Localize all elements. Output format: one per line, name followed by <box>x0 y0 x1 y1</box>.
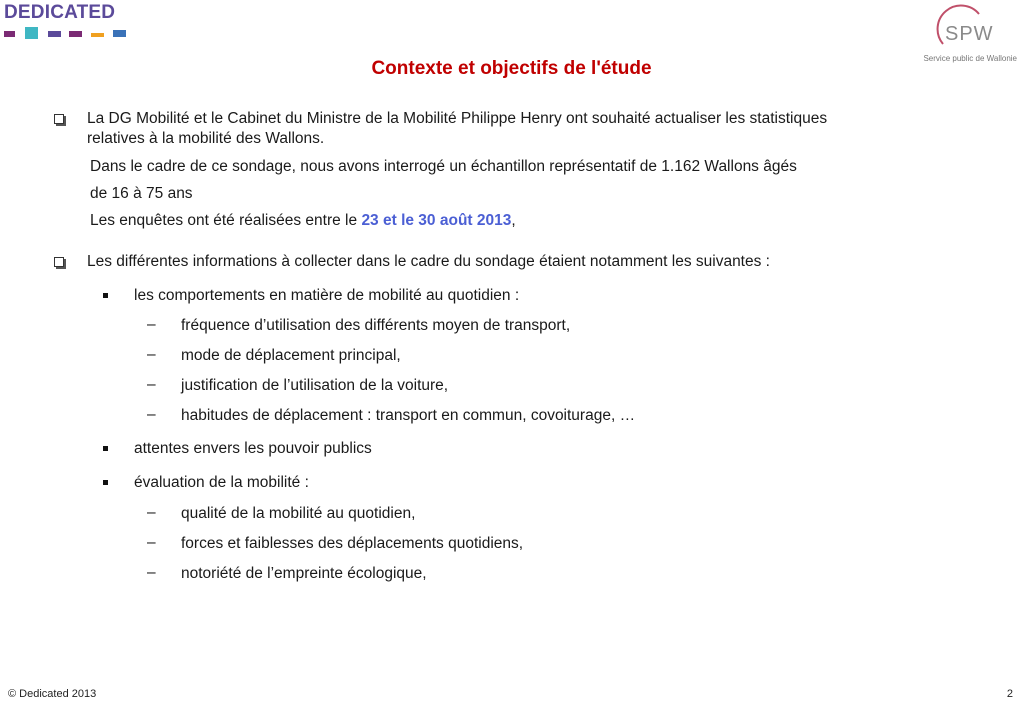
dash-bullet-icon: – <box>147 376 156 393</box>
square-bullet-icon <box>103 480 108 485</box>
intro-line-1: La DG Mobilité et le Cabinet du Ministre de la Mobilité Philippe Henry ont souhaité actualiser les statistiques <box>87 110 828 127</box>
sub-list-item: justification de l’utilisation de la voiture, <box>181 377 449 394</box>
intro-line-5 <box>90 211 516 230</box>
sub-list-item: mode de déplacement principal, <box>181 347 401 364</box>
logo-color-bars <box>4 27 115 41</box>
dash-bullet-icon: – <box>147 346 156 363</box>
square-bullet-icon <box>103 293 108 298</box>
survey-period-suffix: , <box>511 212 516 229</box>
sub-list-item: habitudes de déplacement : transport en commun, covoiturage, … <box>181 407 636 424</box>
brand-name: DEDICATED <box>4 2 116 23</box>
sub-list-item: notoriété de l’empreinte écologique, <box>181 565 427 582</box>
intro-line-2: relatives à la mobilité des Wallons. <box>87 130 325 147</box>
checkbox-bullet-icon <box>54 257 64 267</box>
intro-line-3: Dans le cadre de ce sondage, nous avons interrogé un échantillon représentatif de 1.162 Wallons âgés <box>90 158 797 175</box>
section-heading: Les différentes informations à collecter dans le cadre du sondage étaient notamment les suivantes : <box>87 253 770 270</box>
dash-bullet-icon: – <box>147 534 156 551</box>
sub-list-item: qualité de la mobilité au quotidien, <box>181 505 416 522</box>
square-bullet-icon <box>103 446 108 451</box>
list-item: évaluation de la mobilité : <box>134 474 309 491</box>
spw-logo-text: SPW <box>945 23 994 45</box>
survey-period-prefix: Les enquêtes ont été réalisées entre le <box>90 212 362 229</box>
list-item: attentes envers les pouvoir publics <box>134 440 372 457</box>
footer-copyright: © Dedicated 2013 <box>8 688 97 700</box>
sub-list-item: forces et faiblesses des déplacements quotidiens, <box>181 535 524 552</box>
dedicated-logo <box>4 2 115 41</box>
page-title: Contexte et objectifs de l'étude <box>371 58 652 79</box>
sub-list-item: fréquence d’utilisation des différents moyen de transport, <box>181 317 571 334</box>
checkbox-bullet-icon <box>54 114 64 124</box>
intro-line-4: de 16 à 75 ans <box>90 185 193 202</box>
list-item: les comportements en matière de mobilité au quotidien : <box>134 287 520 304</box>
dash-bullet-icon: – <box>147 406 156 423</box>
spw-logo-subtitle: Service public de Wallonie <box>923 54 1017 63</box>
dash-bullet-icon: – <box>147 504 156 521</box>
page-number: 2 <box>1006 688 1013 700</box>
dash-bullet-icon: – <box>147 316 156 333</box>
dash-bullet-icon: – <box>147 564 156 581</box>
survey-period-dates: 23 et le 30 août 2013 <box>361 212 512 229</box>
